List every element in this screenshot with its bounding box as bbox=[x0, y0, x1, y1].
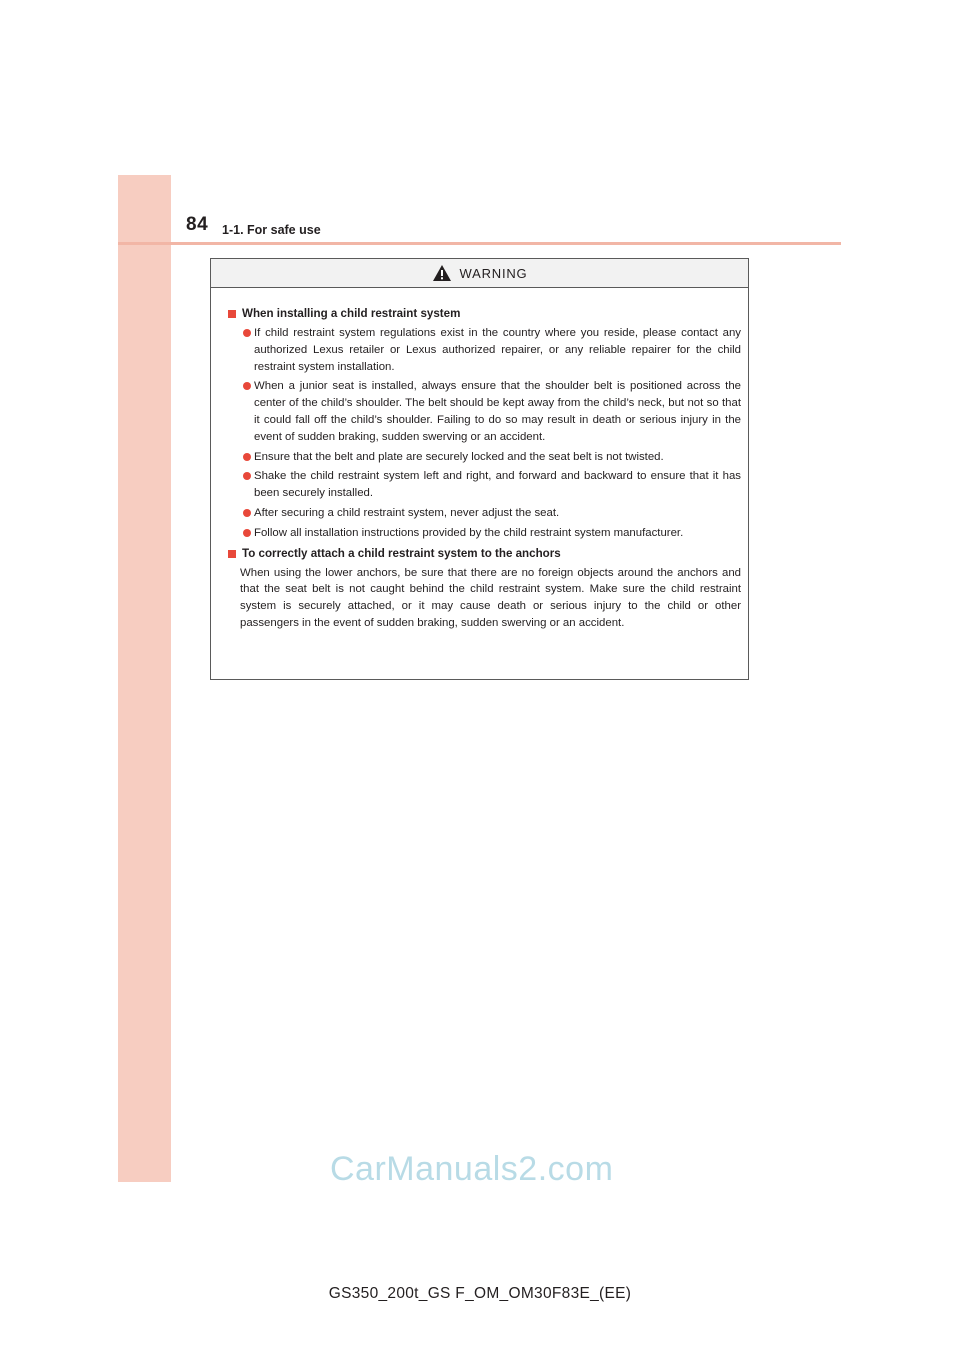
list-item bbox=[228, 468, 741, 502]
warning-title: WARNING bbox=[459, 265, 528, 281]
warning-box bbox=[210, 258, 749, 680]
side-band bbox=[118, 175, 171, 1182]
header-rule bbox=[118, 242, 841, 245]
circle-bullet-icon bbox=[243, 509, 251, 517]
topic-heading bbox=[228, 306, 741, 322]
topic-heading bbox=[228, 546, 741, 562]
circle-bullet-icon bbox=[243, 472, 251, 480]
topic-anchors bbox=[228, 546, 741, 632]
warning-body bbox=[211, 288, 748, 632]
list-item-text: If child restraint system regulations exist in the country where you reside, please contact any authorized Lexus retailer or Lexus authorized repairer, or any reliable repairer for the child restraint system installation. bbox=[254, 327, 741, 373]
list-item-text: When a junior seat is installed, always ensure that the shoulder belt is positioned across the center of the child’s shoulder. The belt should be kept away from the child’s neck, but not so that it could fall off the child’s shoulder. Failing to do so may result in death or serious injury in the event of sudden braking, sudden swerving or an accident. bbox=[254, 380, 741, 443]
page-number: 84 bbox=[186, 214, 209, 235]
square-bullet-icon bbox=[228, 550, 236, 558]
circle-bullet-icon bbox=[243, 529, 251, 537]
topic-heading-text: When installing a child restraint system bbox=[242, 307, 461, 320]
circle-bullet-icon bbox=[243, 382, 251, 390]
list-item-text: After securing a child restraint system, never adjust the seat. bbox=[254, 506, 560, 519]
topic-installing bbox=[228, 306, 741, 542]
list-item bbox=[228, 505, 741, 522]
list-item-text: Ensure that the belt and plate are securely locked and the seat belt is not twisted. bbox=[254, 450, 664, 463]
list-item bbox=[228, 449, 741, 466]
circle-bullet-icon bbox=[243, 453, 251, 461]
list-item bbox=[228, 378, 741, 445]
list-item bbox=[228, 325, 741, 375]
list-item-text: Shake the child restraint system left and right, and forward and backward to ensure that it has been securely installed. bbox=[254, 470, 741, 500]
paragraph: When using the lower anchors, be sure that there are no foreign objects around the anchors and that the seat belt is not caught behind the child restraint system. Make sure the child restraint system is securely attached, or it may cause death or serious injury to the child or other passengers in the event of sudden braking, sudden swerving or an accident. bbox=[240, 566, 741, 629]
warning-header bbox=[211, 259, 748, 288]
square-bullet-icon bbox=[228, 310, 236, 318]
warning-triangle-icon bbox=[432, 264, 452, 282]
topic-heading-text: To correctly attach a child restraint system to the anchors bbox=[242, 546, 561, 560]
list-item bbox=[228, 525, 741, 542]
footer-code: GS350_200t_GS F_OM_OM30F83E_(EE) bbox=[328, 1285, 632, 1302]
list-item-text: Follow all installation instructions provided by the child restraint system manufacturer. bbox=[254, 526, 684, 539]
watermark: CarManuals2.com bbox=[330, 1150, 614, 1188]
circle-bullet-icon bbox=[243, 329, 251, 337]
section-title: 1-1. For safe use bbox=[222, 223, 321, 237]
